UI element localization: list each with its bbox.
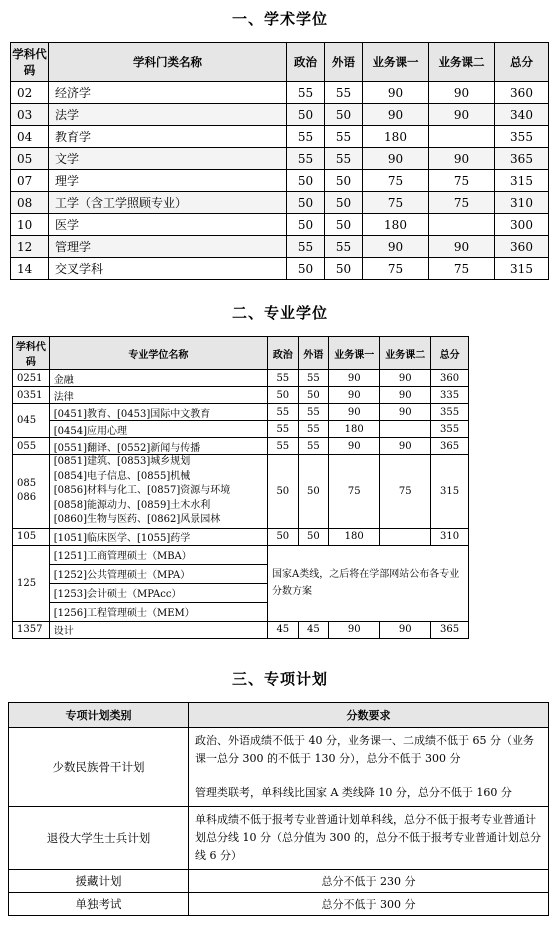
cell-total: 360 — [495, 82, 549, 104]
cell-total: 310 — [495, 192, 549, 214]
cell-total: 355 — [431, 421, 469, 438]
cell-total: 360 — [495, 236, 549, 258]
cell-politics: 55 — [287, 236, 325, 258]
cell-politics: 55 — [287, 82, 325, 104]
col-header-total: 总分 — [431, 337, 469, 370]
cell-total: 340 — [495, 104, 549, 126]
cell-politics: 45 — [268, 621, 299, 638]
cell-politics: 50 — [287, 214, 325, 236]
cell-course2 — [380, 528, 431, 545]
cell-name: 工学（含工学照顾专业） — [49, 192, 287, 214]
cell-code: 0251 — [13, 370, 50, 387]
cell-code: 1357 — [13, 621, 50, 638]
section3-title: 三、专项计划 — [231, 670, 328, 688]
name-line: [0851]建筑、[0853]城乡规划 — [53, 456, 191, 467]
cell-code: 05 — [11, 148, 49, 170]
name-line: [0856]材料与化工、[0857]资源与环境 — [53, 485, 231, 496]
cell-course2: 75 — [429, 170, 495, 192]
cell-course2: 90 — [429, 104, 495, 126]
cell-politics: 55 — [287, 126, 325, 148]
cell-name: 金融 — [49, 370, 267, 387]
cell-course2: 90 — [429, 82, 495, 104]
requirement-line: 管理类联考，单科线比国家 A 类线降 10 分，总分不低于 160 分 — [195, 786, 512, 799]
table-row — [11, 126, 549, 148]
col-header-politics: 政治 — [268, 337, 299, 370]
table-row — [11, 82, 549, 104]
cell-note: 国家A类线，之后将在学部网站公布各专业分数方案 — [268, 545, 469, 621]
cell-language: 55 — [325, 148, 363, 170]
cell-course2 — [380, 421, 431, 438]
table-row — [13, 621, 469, 638]
cell-course1: 75 — [363, 170, 429, 192]
cell-course2: 90 — [380, 404, 431, 421]
cell-politics: 50 — [287, 170, 325, 192]
cell-total: 335 — [431, 387, 469, 404]
table-header-row — [11, 43, 549, 82]
table-row — [11, 104, 549, 126]
cell-course1: 90 — [363, 236, 429, 258]
cell-name: [1253]会计硕士（MPAcc） — [49, 583, 267, 602]
table-row — [13, 404, 469, 421]
section1-title: 一、学术学位 — [231, 10, 328, 28]
cell-code: 10 — [11, 214, 49, 236]
cell-code: 14 — [11, 258, 49, 280]
table-row — [9, 893, 549, 916]
cell-course2: 90 — [380, 621, 431, 638]
cell-total: 310 — [431, 528, 469, 545]
col-header-course1: 业务课一 — [329, 337, 380, 370]
professional-degree-table — [12, 336, 469, 639]
table-row — [13, 370, 469, 387]
table-row — [13, 528, 469, 545]
cell-name: 法学 — [49, 104, 287, 126]
cell-language: 55 — [298, 421, 329, 438]
cell-name: [1251]工商管理硕士（MBA） — [49, 545, 267, 564]
cell-course2: 90 — [380, 387, 431, 404]
table-row — [11, 258, 549, 280]
table-row — [13, 545, 469, 564]
cell-course2 — [429, 126, 495, 148]
cell-name: 设计 — [49, 621, 267, 638]
name-line: [0860]生物与医药、[0862]风景园林 — [53, 514, 221, 525]
cell-name: 管理学 — [49, 236, 287, 258]
col-header-requirement: 分数要求 — [189, 703, 549, 728]
cell-code: 0351 — [13, 387, 50, 404]
col-header-politics: 政治 — [287, 43, 325, 82]
cell-total: 300 — [495, 214, 549, 236]
cell-course2: 75 — [380, 455, 431, 529]
table-row — [11, 170, 549, 192]
cell-course1: 90 — [329, 438, 380, 455]
cell-total: 360 — [431, 370, 469, 387]
requirement-line: 政治、外语成绩不低于 40 分，业务课一、二成绩不低于 65 分（业务课一总分 300 的不低于 130 分），总分不低于 300 分 — [195, 734, 534, 765]
cell-politics: 55 — [268, 404, 299, 421]
cell-name: [0551]翻译、[0552]新闻与传播 — [49, 438, 267, 455]
cell-category: 援藏计划 — [9, 870, 189, 893]
cell-course2: 75 — [429, 192, 495, 214]
cell-language: 45 — [298, 621, 329, 638]
cell-language: 50 — [325, 170, 363, 192]
table-row — [9, 807, 549, 870]
name-line: [0854]电子信息、[0855]机械 — [53, 470, 191, 482]
cell-language: 50 — [325, 192, 363, 214]
cell-language: 50 — [325, 214, 363, 236]
cell-category: 退役大学生士兵计划 — [9, 807, 189, 870]
cell-code: 03 — [11, 104, 49, 126]
table-row — [9, 728, 549, 807]
cell-total: 365 — [431, 438, 469, 455]
table-row — [11, 192, 549, 214]
cell-course2 — [429, 214, 495, 236]
cell-course1: 90 — [363, 104, 429, 126]
cell-code: 12 — [11, 236, 49, 258]
cell-name: 法律 — [49, 387, 267, 404]
cell-code — [13, 455, 50, 529]
cell-course1: 75 — [329, 455, 380, 529]
cell-language: 50 — [298, 387, 329, 404]
cell-language: 55 — [325, 236, 363, 258]
cell-politics: 50 — [268, 387, 299, 404]
cell-course2: 90 — [429, 236, 495, 258]
cell-politics: 55 — [287, 148, 325, 170]
cell-category: 少数民族骨干计划 — [9, 728, 189, 807]
academic-degree-table — [10, 42, 549, 280]
cell-requirement — [189, 728, 549, 807]
cell-course2: 90 — [429, 148, 495, 170]
cell-code: 055 — [13, 438, 50, 455]
cell-code: 105 — [13, 528, 50, 545]
cell-total: 365 — [495, 148, 549, 170]
cell-code: 02 — [11, 82, 49, 104]
cell-total: 315 — [431, 455, 469, 529]
cell-course1: 90 — [329, 370, 380, 387]
cell-name: 教育学 — [49, 126, 287, 148]
cell-requirement: 总分不低于 230 分 — [189, 870, 549, 893]
cell-language: 55 — [325, 82, 363, 104]
cell-language: 50 — [298, 455, 329, 529]
table-header-row — [9, 703, 549, 728]
cell-code: 045 — [13, 404, 50, 438]
cell-language: 55 — [325, 126, 363, 148]
cell-name: [1051]临床医学、[1055]药学 — [49, 528, 267, 545]
cell-name: [0454]应用心理 — [49, 421, 267, 438]
table-row — [13, 387, 469, 404]
cell-course2: 90 — [380, 438, 431, 455]
cell-total: 315 — [495, 170, 549, 192]
cell-politics: 50 — [287, 104, 325, 126]
cell-total: 365 — [431, 621, 469, 638]
cell-course1: 180 — [329, 528, 380, 545]
col-header-category: 专项计划类别 — [9, 703, 189, 728]
cell-course1: 180 — [363, 126, 429, 148]
cell-language: 55 — [298, 404, 329, 421]
cell-course1: 180 — [329, 421, 380, 438]
cell-course2: 75 — [429, 258, 495, 280]
col-header-code: 学科代码 — [11, 43, 49, 82]
cell-code: 07 — [11, 170, 49, 192]
col-header-course2: 业务课二 — [429, 43, 495, 82]
cell-course1: 90 — [329, 621, 380, 638]
cell-code: 125 — [13, 545, 50, 621]
cell-course1: 90 — [329, 387, 380, 404]
cell-name: 文学 — [49, 148, 287, 170]
cell-name: 经济学 — [49, 82, 287, 104]
col-header-name: 学科门类名称 — [49, 43, 287, 82]
table-row — [11, 148, 549, 170]
cell-name-list — [49, 455, 267, 529]
code-085: 085 — [17, 477, 37, 489]
cell-name: 理学 — [49, 170, 287, 192]
cell-requirement: 单科成绩不低于报考专业普通计划单科线，总分不低于报考专业普通计划总分线 10 分（总分值为 300 的，总分不低于报考专业普通计划总分线 6 分） — [189, 807, 549, 870]
table-row — [11, 236, 549, 258]
cell-total: 315 — [495, 258, 549, 280]
cell-politics: 50 — [287, 192, 325, 214]
cell-language: 50 — [325, 258, 363, 280]
cell-code: 08 — [11, 192, 49, 214]
cell-politics: 55 — [268, 370, 299, 387]
col-header-language: 外语 — [325, 43, 363, 82]
cell-course1: 90 — [363, 82, 429, 104]
cell-language: 55 — [298, 370, 329, 387]
cell-language: 50 — [325, 104, 363, 126]
cell-course1: 90 — [329, 404, 380, 421]
name-line: [0858]能源动力、[0859]土木水利 — [53, 499, 211, 511]
table-row — [13, 455, 469, 529]
table-row — [9, 870, 549, 893]
cell-name: 医学 — [49, 214, 287, 236]
code-086: 086 — [17, 492, 37, 504]
special-plan-table — [8, 702, 549, 916]
table-row — [13, 421, 469, 438]
table-header-row — [13, 337, 469, 370]
cell-total: 355 — [495, 126, 549, 148]
cell-category: 单独考试 — [9, 893, 189, 916]
col-header-course2: 业务课二 — [380, 337, 431, 370]
cell-total: 355 — [431, 404, 469, 421]
cell-politics: 55 — [268, 438, 299, 455]
cell-language: 55 — [298, 438, 329, 455]
cell-language: 50 — [298, 528, 329, 545]
cell-politics: 50 — [268, 528, 299, 545]
cell-course2: 90 — [380, 370, 431, 387]
section2-title: 二、专业学位 — [231, 304, 328, 322]
cell-politics: 50 — [287, 258, 325, 280]
cell-name: 交叉学科 — [49, 258, 287, 280]
cell-name: [1252]公共管理硕士（MPA） — [49, 564, 267, 583]
cell-politics: 50 — [268, 455, 299, 529]
col-header-language: 外语 — [298, 337, 329, 370]
cell-code: 04 — [11, 126, 49, 148]
cell-name: [1256]工程管理硕士（MEM） — [49, 602, 267, 621]
table-row — [13, 438, 469, 455]
col-header-course1: 业务课一 — [363, 43, 429, 82]
cell-course1: 75 — [363, 258, 429, 280]
col-header-name: 专业学位名称 — [49, 337, 267, 370]
table-row — [11, 214, 549, 236]
cell-course1: 75 — [363, 192, 429, 214]
col-header-total: 总分 — [495, 43, 549, 82]
cell-name: [0451]教育、[0453]国际中文教育 — [49, 404, 267, 421]
col-header-code: 学科代码 — [13, 337, 50, 370]
cell-politics: 55 — [268, 421, 299, 438]
cell-requirement: 总分不低于 300 分 — [189, 893, 549, 916]
cell-course1: 90 — [363, 148, 429, 170]
cell-course1: 180 — [363, 214, 429, 236]
